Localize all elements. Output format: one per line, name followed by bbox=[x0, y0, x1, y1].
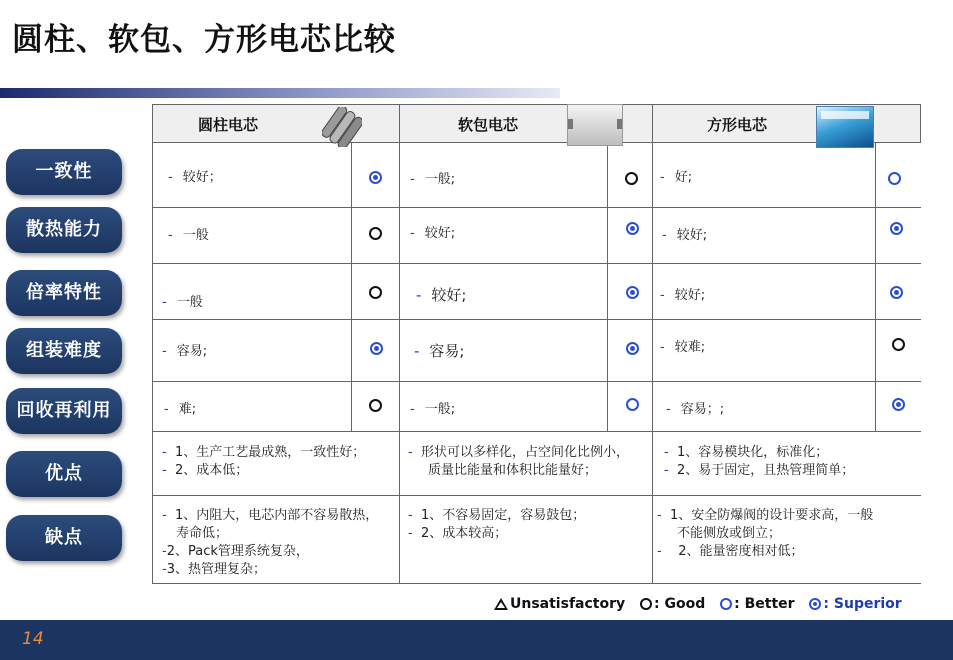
cell-text: - 容易；; bbox=[666, 402, 725, 417]
cell-text: - 一般; bbox=[410, 172, 456, 187]
cell-text: - 容易; bbox=[414, 342, 465, 360]
cell-text: - 一般; bbox=[410, 402, 456, 417]
column-header-pouch: 软包电芯 bbox=[458, 116, 519, 134]
cell-text: - 较好; bbox=[660, 288, 706, 303]
row-label-rate-capability: 倍率特性 bbox=[6, 270, 122, 316]
row-label-disadvantages: 缺点 bbox=[6, 515, 122, 561]
cell-text: - 较好; bbox=[410, 226, 456, 241]
cell-text: - 较难; bbox=[660, 340, 706, 355]
column-header-prismatic: 方形电芯 bbox=[707, 116, 768, 134]
rating-good-icon bbox=[369, 286, 382, 299]
better-circle-icon bbox=[720, 598, 732, 610]
grid-line bbox=[152, 104, 153, 584]
grid-line bbox=[152, 104, 921, 105]
legend-good: : Good bbox=[654, 596, 706, 612]
comparison-table bbox=[152, 104, 921, 584]
grid-line bbox=[152, 142, 921, 143]
footer-bar bbox=[0, 620, 953, 660]
disadvantages-pouch: - 1、不容易固定，容易鼓包； - 2、成本较高； bbox=[408, 508, 586, 541]
cell-text: - 一般 bbox=[168, 228, 209, 243]
grid-line bbox=[875, 142, 876, 431]
grid-line bbox=[652, 104, 653, 584]
grid-line bbox=[152, 431, 921, 432]
cell-text: - 一般 bbox=[162, 295, 203, 310]
cell-text: - 较好； bbox=[168, 170, 222, 185]
grid-line bbox=[152, 263, 921, 264]
cell-text: - 容易; bbox=[162, 344, 208, 359]
title-underline-bar bbox=[0, 88, 560, 98]
rating-good-icon bbox=[369, 227, 382, 240]
rating-superior-icon bbox=[626, 342, 639, 355]
rating-legend bbox=[494, 596, 902, 612]
column-header-cylindrical: 圆柱电芯 bbox=[198, 116, 259, 134]
cylindrical-cells-image bbox=[322, 107, 362, 147]
advantages-cylindrical: - 1、生产工艺最成熟，一致性好； - 2、成本低； bbox=[162, 445, 366, 478]
rating-superior-icon bbox=[892, 398, 905, 411]
cell-text: - 好; bbox=[660, 170, 693, 185]
legend-better: : Better bbox=[734, 596, 795, 612]
rating-superior-icon bbox=[890, 286, 903, 299]
cell-text: - 较好; bbox=[662, 228, 708, 243]
rating-superior-icon bbox=[626, 286, 639, 299]
cell-text: - 较好; bbox=[416, 286, 467, 304]
row-label-heat-dissipation: 散热能力 bbox=[6, 207, 122, 253]
table-header-row bbox=[152, 104, 921, 142]
rating-good-icon bbox=[892, 338, 905, 351]
row-label-assembly-difficulty: 组装难度 bbox=[6, 328, 122, 374]
grid-line bbox=[152, 495, 921, 496]
grid-line bbox=[152, 207, 921, 208]
legend-unsatisfactory: Unsatisfactory bbox=[510, 596, 626, 612]
rating-better-icon bbox=[888, 172, 901, 185]
grid-line bbox=[152, 319, 921, 320]
disadvantages-prismatic: - 1、安全防爆阀的设计要求高，一般 不能侧放或倒立； - 2、能量密度相对低； bbox=[657, 508, 874, 559]
row-label-consistency: 一致性 bbox=[6, 149, 122, 195]
legend-superior: : Superior bbox=[823, 596, 902, 612]
good-circle-icon bbox=[640, 598, 652, 610]
disadvantages-cylindrical: - 1、内阻大，电芯内部不容易散热， 寿命低； -2、Pack管理系统复杂， -3、热管理复杂； bbox=[162, 508, 379, 577]
grid-line bbox=[152, 583, 921, 584]
grid-line bbox=[351, 142, 352, 431]
grid-line bbox=[920, 104, 921, 142]
pouch-cell-image bbox=[567, 104, 623, 146]
grid-line bbox=[607, 142, 608, 431]
advantages-prismatic: - 1、容易模块化，标准化； - 2、易于固定，且热管理简单； bbox=[664, 445, 855, 478]
advantages-pouch: - 形状可以多样化，占空间化比例小， 质量比能量和体积比能量好； bbox=[408, 445, 629, 478]
row-label-advantages: 优点 bbox=[6, 451, 122, 497]
rating-good-icon bbox=[625, 172, 638, 185]
page-title: 圆柱、软包、方形电芯比较 bbox=[12, 22, 396, 58]
rating-superior-icon bbox=[626, 222, 639, 235]
grid-line bbox=[152, 381, 921, 382]
prismatic-cell-image bbox=[816, 106, 874, 148]
rating-superior-icon bbox=[370, 342, 383, 355]
superior-circle-icon bbox=[809, 598, 821, 610]
rating-good-icon bbox=[369, 399, 382, 412]
triangle-icon bbox=[494, 598, 508, 610]
cell-text: - 难; bbox=[164, 402, 197, 417]
rating-superior-icon bbox=[890, 222, 903, 235]
grid-line bbox=[399, 104, 400, 584]
rating-superior-icon bbox=[369, 171, 382, 184]
rating-better-icon bbox=[626, 398, 639, 411]
page-number: 14 bbox=[22, 629, 44, 649]
row-label-recycling: 回收再利用 bbox=[6, 388, 122, 434]
